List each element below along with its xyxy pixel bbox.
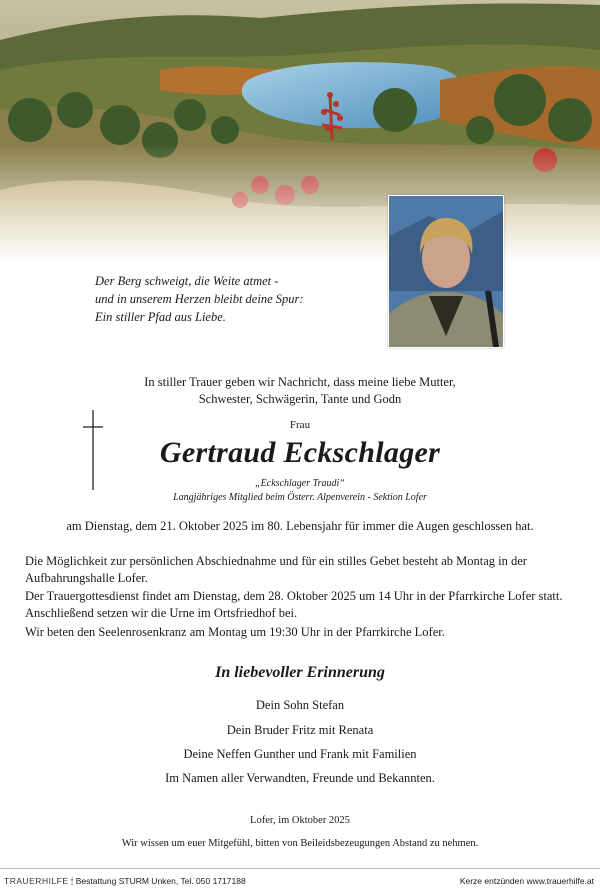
poem-line: und in unserem Herzen bleibt deine Spur:	[95, 292, 304, 306]
undertaker-info: Bestattung STURM Unken, Tel. 050 1717188	[75, 876, 246, 886]
family-line: Dein Sohn Stefan	[255, 698, 345, 712]
candle-icon: 🕯	[70, 876, 74, 886]
viewing-info: Die Möglichkeit zur persönlichen Abschiednahme und für ein stilles Gebet besteht ab Montag in der Aufbahrungshalle Lofer.	[25, 554, 527, 585]
footer	[0, 868, 600, 890]
poem-line: Ein stiller Pfad aus Liebe.	[95, 310, 226, 324]
funeral-info: Der Trauergottesdienst findet am Dienstag, dem 28. Oktober 2025 um 14 Uhr in der Pfarrkirche Lofer statt. Anschließend setzen wir die Urne im Ortsfriedhof bei.	[25, 589, 563, 620]
family-line: Dein Bruder Fritz mit Renata	[226, 723, 374, 737]
deceased-name: Gertraud Eckschlager	[159, 436, 441, 469]
closing-note: Wir wissen um euer Mitgefühl, bitten von Beileidsbezeugungen Abstand zu nehmen.	[121, 838, 479, 849]
nickname: „Eckschlager Traudi“	[255, 478, 345, 489]
memoriam-heading: In liebevoller Erinnerung	[215, 664, 385, 681]
poem-line: Der Berg schweigt, die Weite atmet -	[95, 274, 279, 288]
brand-logo: TRAUERHILFE	[4, 876, 69, 886]
intro-line: Schwester, Schwägerin, Tante und Godn	[198, 392, 402, 406]
death-notice: am Dienstag, dem 21. Oktober 2025 im 80. Lebensjahr für immer die Augen geschlossen hat.	[66, 519, 534, 533]
rosary-info: Wir beten den Seelenrosenkranz am Montag um 19:30 Uhr in der Pfarrkirche Lofer.	[25, 625, 445, 639]
intro-line: In stiller Trauer geben wir Nachricht, dass meine liebe Mutter,	[144, 375, 456, 389]
intro-text	[0, 374, 600, 408]
landscape-photo	[0, 0, 600, 262]
footer-left	[4, 876, 246, 887]
portrait-photo	[388, 195, 504, 348]
salutation: Frau	[289, 419, 311, 431]
candle-link[interactable]: Kerze entzünden www.trauerhilfe.at	[459, 876, 594, 886]
family-line: Deine Neffen Gunther und Frank mit Familien	[183, 747, 417, 761]
membership: Langjähriges Mitglied beim Österr. Alpenverein - Sektion Lofer	[173, 492, 427, 503]
place-date: Lofer, im Oktober 2025	[250, 815, 350, 826]
poem	[95, 272, 304, 326]
family-line: Im Namen aller Verwandten, Freunde und Bekannten.	[165, 771, 435, 785]
